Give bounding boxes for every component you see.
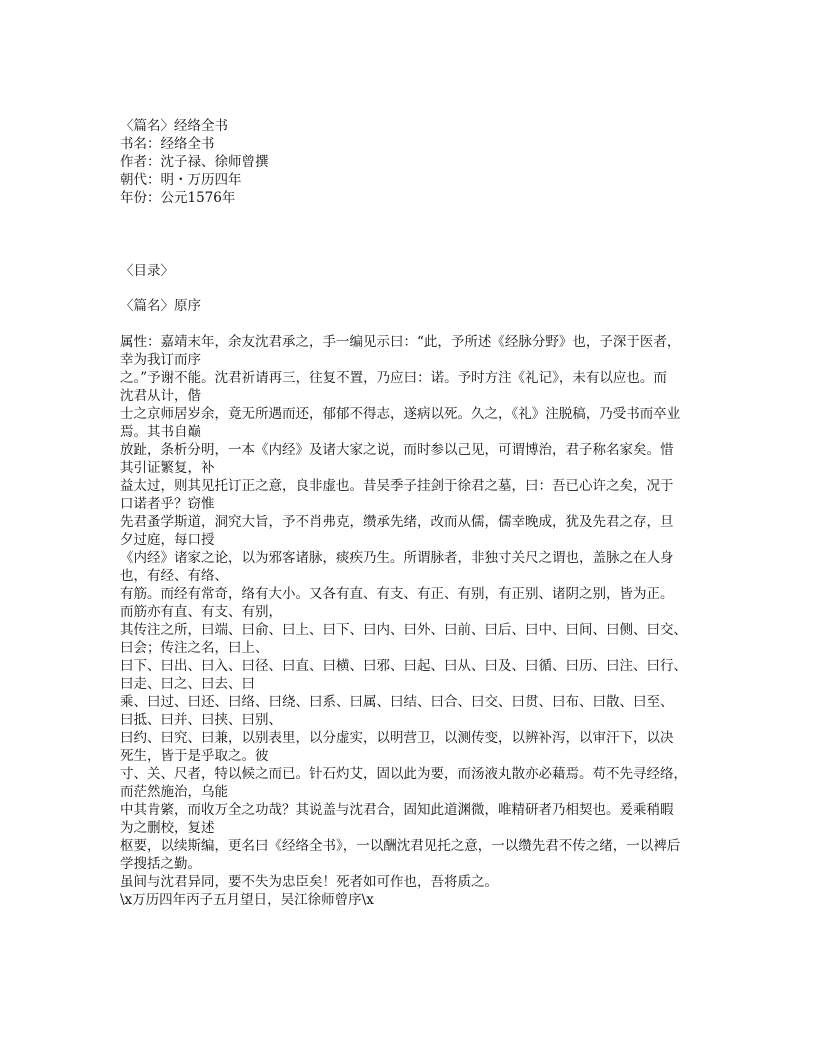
body-line: 曰走、曰之、曰去、曰: [120, 676, 255, 692]
body-line: 先君蚤学斯道，洞究大旨，予不肖弗克，缵承先绪，改而从儒，儒幸晚成，犹及先君之存，旦: [120, 514, 674, 530]
body-line: 之。”予谢不能。沈君祈请再三，往复不置，乃应曰：诺。予时方注《礼记》，未有以应也。而: [120, 370, 667, 386]
body-line: 沈君从计，偕: [120, 388, 201, 404]
body-line: 属性：嘉靖末年，余友沈君承之，手一编见示曰：“此，予所述《经脉分野》也，子深于医者，: [120, 334, 681, 350]
body-line: 焉。其书自巅: [120, 424, 201, 440]
body-line: 也，有经、有络、: [120, 568, 228, 584]
body-line: 中其肯綮，而收万全之功哉？其说盖与沈君合，固知此道渊微，唯精研者乃相契也。爰乘稍暇: [120, 802, 674, 818]
body-line: 虽间与沈君异同，要不失为忠臣矣！死者如可作也，吾将质之。: [120, 874, 498, 890]
body-line: 夕过庭，每口授: [120, 532, 215, 548]
body-line: 寸、关、尺者，特以候之而已。针石灼艾，固以此为要，而汤液丸散亦必藉焉。苟不先寻经络，: [120, 766, 687, 782]
body-line: 死生，皆于是乎取之。彼: [120, 748, 269, 764]
body-line: 放趾，条析分明，一本《内经》及诸大家之说，而时参以己见，可谓博治，君子称名家矣。惜: [120, 442, 674, 458]
author-line: 作者：沈子禄、徐师曾撰: [120, 154, 269, 170]
body-line: 口诺者乎？窃惟: [120, 496, 215, 512]
body-line: 为之删校，复述: [120, 820, 215, 836]
book-title: 书名：经络全书: [120, 136, 215, 152]
body-line: 有筋。而经有常奇，络有大小。又各有直、有支、有正、有别，有正别、诸阴之别，皆为正。: [120, 586, 674, 602]
body-line: 其引证繁复，补: [120, 460, 215, 476]
body-line: 曰约、曰究、曰兼，以别表里，以分虚实，以明营卫，以测传变，以辨补泻，以审汗下，以决: [120, 730, 674, 746]
body-line: 曰下、曰出、曰入、曰径、曰直、曰横、曰邪、曰起、曰从、曰及、曰循、曰历、曰注、曰行、: [120, 658, 687, 674]
toc-label: 〈目录〉: [120, 263, 174, 279]
body-line: 曰会；传注之名，曰上、: [120, 640, 269, 656]
body-line: 曰抵、曰并、曰挟、曰别、: [120, 712, 282, 728]
dynasty-line: 朝代：明・万历四年: [120, 172, 242, 188]
year-line: 年份：公元1576年: [120, 190, 236, 206]
body-line: 学搜括之勤。: [120, 856, 201, 872]
body-line: 而筋亦有直、有支、有别，: [120, 604, 282, 620]
body-line: 益太过，则其见托订正之意，良非虚也。昔吴季子挂剑于徐君之墓，曰：吾已心许之矣，况于: [120, 478, 674, 494]
chapter-heading: 〈篇名〉经络全书: [120, 118, 228, 134]
section-title: 〈篇名〉原序: [120, 298, 201, 314]
body-line: 其传注之所，曰端、曰俞、曰上、曰下、曰内、曰外、曰前、曰后、曰中、曰间、曰侧、曰交、: [120, 622, 687, 638]
body-line: 而茫然施治，乌能: [120, 784, 228, 800]
body-line: 枢要，以续斯编，更名曰《经络全书》，一以酬沈君见托之意，一以缵先君不传之绪，一以裨后: [120, 838, 681, 854]
body-line: 《内经》诸家之论，以为邪客诸脉，痰疾乃生。所谓脉者，非独寸关尺之谓也，盖脉之在人身: [120, 550, 674, 566]
body-line: 幸为我订而序: [120, 352, 201, 368]
body-line: \x万历四年丙子五月望日，吴江徐师曾序\x: [120, 892, 374, 908]
body-line: 乘、曰过、曰还、曰络、曰绕、曰系、曰属、曰结、曰合、曰交、曰贯、曰布、曰散、曰至、: [120, 694, 674, 710]
body-line: 士之京师居岁余，竟无所遇而还，郁郁不得志，遂病以死。久之，《礼》注脱稿，乃受书而卒业: [120, 406, 681, 422]
